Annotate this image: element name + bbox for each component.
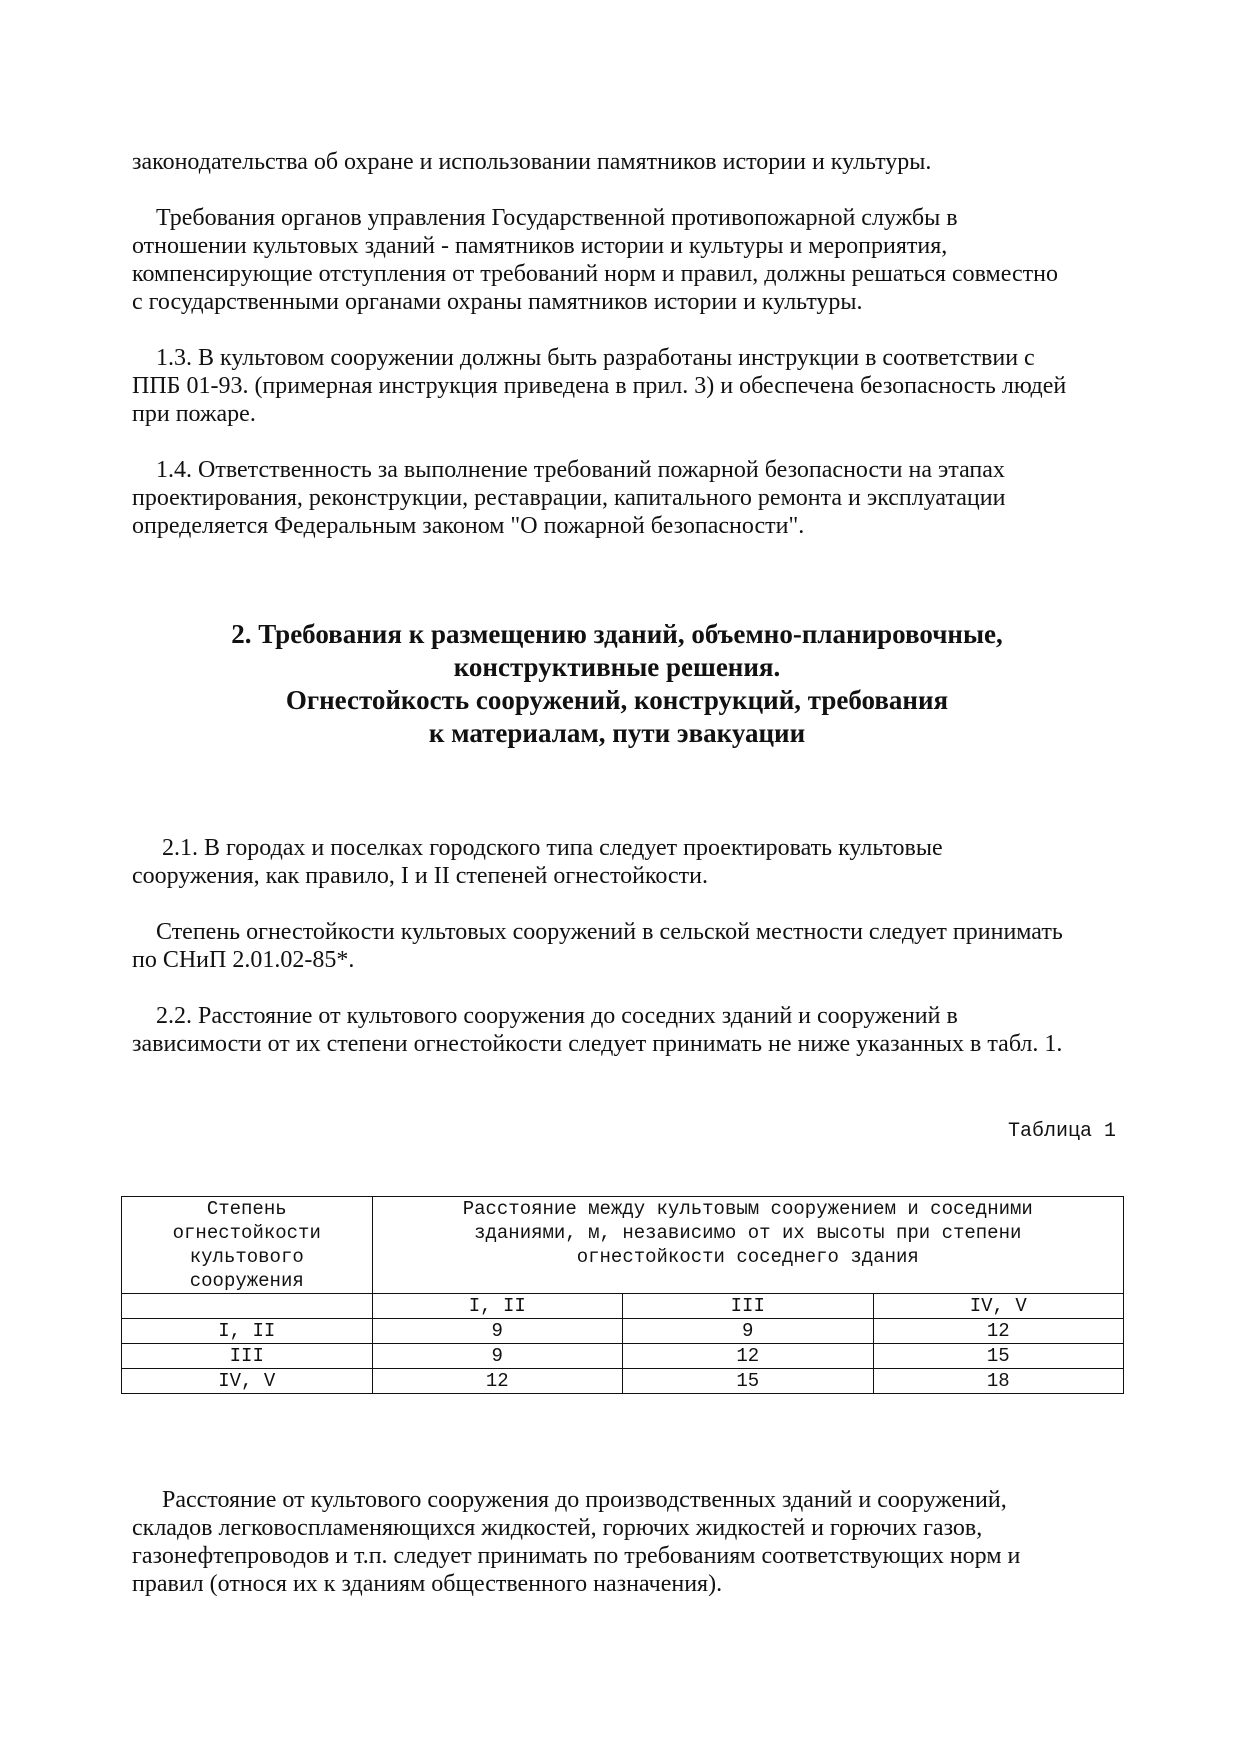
cell-distance: 12: [623, 1344, 874, 1369]
section-heading-2: 2. Требования к размещению зданий, объемно-планировочные, конструктивные решения. Огнестойкость сооружений, конструкций, требования к материалам, пути эвакуации: [231, 619, 1003, 748]
row-degree: I, II: [122, 1319, 373, 1344]
cell-distance: 15: [873, 1344, 1124, 1369]
table-header-row: [122, 1197, 1124, 1294]
cell-distance: 12: [372, 1369, 623, 1394]
subheader-empty: [122, 1294, 373, 1319]
paragraph-industrial-distance: Расстояние от культового сооружения до производственных зданий и сооружений, складов легковоспламеняющихся жидкостей, горючих жидкостей и горючих газов, газонефтепроводов и т.п. следует принимать по требованиям соответствующих норм и правил (относя их к зданиям общественного назначения).: [132, 1487, 1021, 1597]
paragraph-1-4: 1.4. Ответственность за выполнение требований пожарной безопасности на этапах проектирования, реконструкции, реставрации, капитального ремонта и эксплуатации определяется Федеральным законом "О пожарной безопасности".: [132, 457, 1006, 539]
cell-distance: 9: [372, 1319, 623, 1344]
row-degree: III: [122, 1344, 373, 1369]
paragraph-fire-service-requirements: Требования органов управления Государственной противопожарной службы в отношении культовых зданий - памятников истории и культуры и мероприятия, компенсирующие отступления от требований норм и правил, должны решаться совместно с государственными органами охраны памятников истории и культуры.: [132, 205, 1058, 315]
table-subheader-row: [122, 1294, 1124, 1319]
paragraph-2-1: 2.1. В городах и поселках городского типа следует проектировать культовые сооружения, как правило, I и II степеней огнестойкости.: [132, 835, 943, 889]
paragraph-fire-resistance-rural: Степень огнестойкости культовых сооружений в сельской местности следует принимать по СНиП 2.01.02-85*.: [132, 919, 1063, 973]
paragraph-1-3: 1.3. В культовом сооружении должны быть разработаны инструкции в соответствии с ППБ 01-93. (примерная инструкция приведена в прил. 3) и обеспечена безопасность людей при пожаре.: [132, 345, 1067, 427]
cell-distance: 15: [623, 1369, 874, 1394]
subheader-degree-1: I, II: [372, 1294, 623, 1319]
table-caption: Таблица 1: [1007, 1120, 1116, 1143]
subheader-degree-3: IV, V: [873, 1294, 1124, 1319]
table-row: [122, 1344, 1124, 1369]
header-distance-span: Расстояние между культовым сооружением и соседними зданиями, м, независимо от их высоты при степени огнестойкости соседнего здания: [372, 1197, 1124, 1294]
cell-distance: 9: [372, 1344, 623, 1369]
table-row: [122, 1369, 1124, 1394]
cell-distance: 9: [623, 1319, 874, 1344]
paragraph-2-2: 2.2. Расстояние от культового сооружения до соседних зданий и сооружений в зависимости от их степени огнестойкости следует принимать не ниже указанных в табл. 1.: [132, 1003, 1063, 1057]
cell-distance: 18: [873, 1369, 1124, 1394]
header-fire-resistance-degree: Степень огнестойкости культового сооружения: [122, 1197, 373, 1294]
paragraph-legislation: законодательства об охране и использовании памятников истории и культуры.: [132, 149, 932, 175]
subheader-degree-2: III: [623, 1294, 874, 1319]
table-row: [122, 1319, 1124, 1344]
row-degree: IV, V: [122, 1369, 373, 1394]
cell-distance: 12: [873, 1319, 1124, 1344]
distance-table: [121, 1196, 1124, 1394]
